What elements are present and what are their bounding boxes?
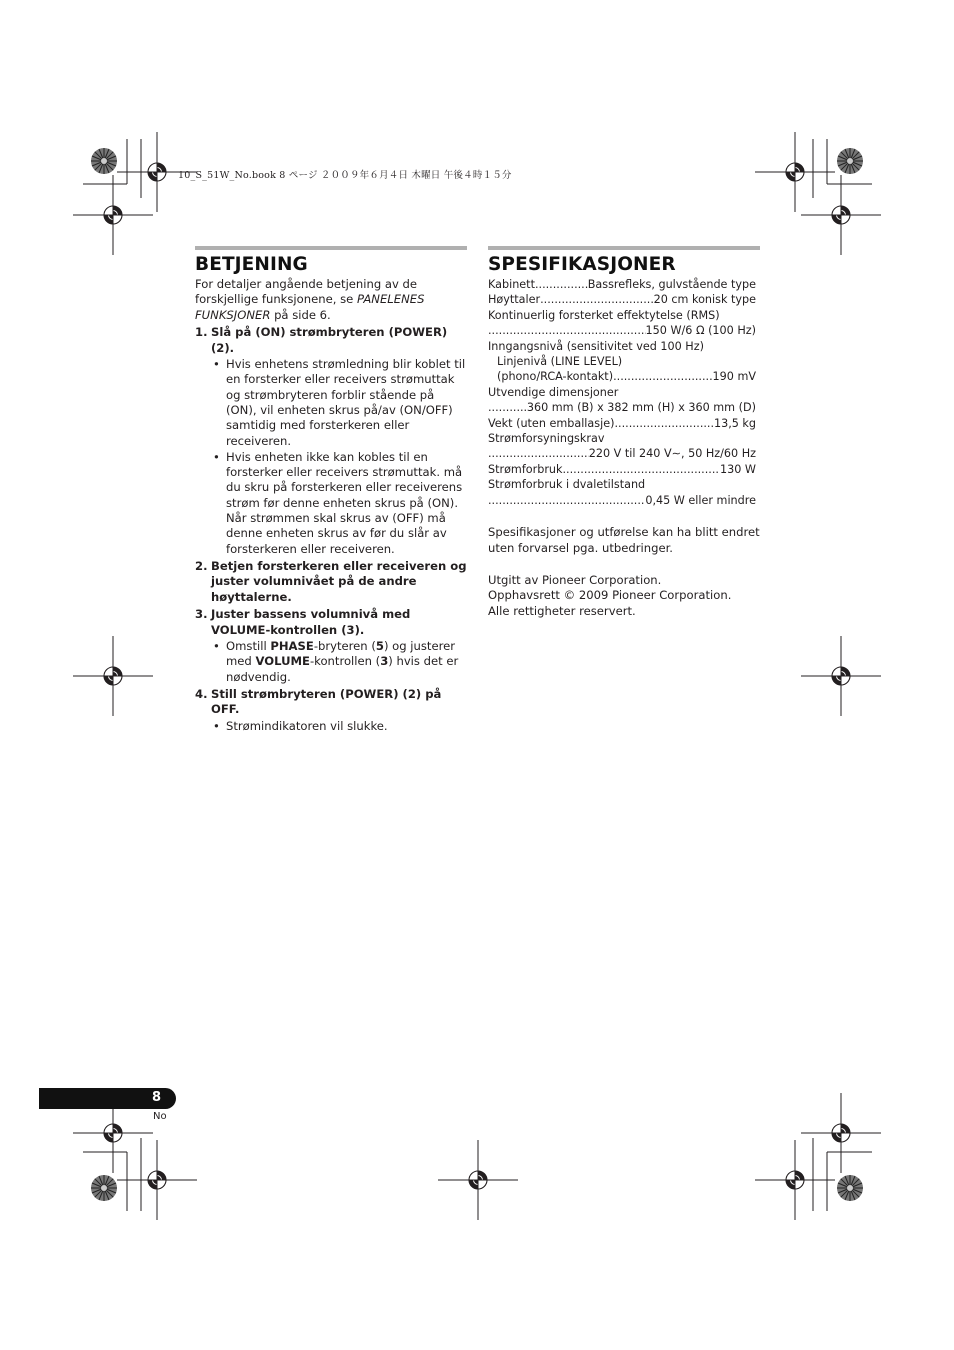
copyright-line: Opphavsrett © 2009 Pioneer Corporation. [488, 588, 732, 603]
section-rule [195, 246, 467, 250]
registration-mark-icon [755, 1140, 835, 1220]
star-target-icon [91, 1175, 117, 1201]
spec-label: Strømforbruk [488, 462, 563, 476]
leader-dots [535, 277, 588, 292]
bullet-text: -bryteren ( [313, 638, 376, 653]
spec-row-speaker [488, 292, 756, 307]
rights-line: Alle rettigheter reservert. [488, 603, 636, 618]
spec-row-line-level [488, 369, 756, 384]
list-item [195, 357, 467, 449]
step-number: 4. [195, 686, 208, 701]
step-text: Still strømbryteren (POWER) (2) på OFF. [211, 686, 442, 717]
spec-row-standby [488, 493, 756, 508]
spec-value: 0,45 W eller mindre [645, 493, 756, 507]
bullet-icon: • [213, 357, 220, 372]
spec-value: Bassrefleks, gulvstående type [587, 278, 756, 291]
spec-label: Kabinett [488, 278, 535, 291]
page-number: 8 [152, 1090, 162, 1105]
registration-mark-icon [801, 636, 881, 716]
spec-value: 190 mV [712, 370, 756, 384]
spec-value: 220 V til 240 V∼, 50 Hz/60 Hz [588, 447, 756, 461]
step-number: 2. [195, 558, 208, 573]
registration-mark-icon [73, 636, 153, 716]
step-number: 1. [195, 325, 208, 340]
step-1 [195, 325, 467, 356]
leader-dots [488, 446, 589, 461]
step-3 [195, 607, 467, 638]
step-2 [195, 559, 467, 605]
spec-row-power-consumption [488, 462, 756, 477]
spacer [488, 508, 760, 525]
registration-mark-icon [755, 132, 835, 212]
spec-value: 360 mm (B) x 382 mm (H) x 360 mm (D) [526, 401, 756, 415]
star-target-icon [91, 148, 117, 174]
bullet-icon: • [213, 638, 220, 653]
step-4 [195, 687, 467, 718]
spec-value: 13,5 kg [713, 416, 756, 430]
spec-heading-dimensions: Utvendige dimensjoner [488, 385, 619, 399]
spec-label: Vekt (uten emballasje) [488, 416, 615, 430]
spec-row-cabinet [488, 277, 756, 292]
control-number: 3 [380, 654, 389, 669]
spec-heading-input-level: Inngangsnivå (sensitivitet ved 100 Hz) [488, 339, 704, 353]
step-number: 3. [195, 607, 208, 622]
operation-title: BETJENING [195, 254, 308, 275]
spec-heading-standby: Strømforbruk i dvaletilstand [488, 478, 646, 492]
spec-heading-power-output: Kontinuerlig forsterket effektytelse (RMS) [488, 308, 720, 322]
phase-label: PHASE [270, 638, 314, 653]
panel-functions-reference: PANELENES FUNKSJONER [195, 292, 425, 322]
leader-dots [488, 400, 527, 415]
bullet-icon: • [213, 449, 220, 464]
star-target-icon [837, 1175, 863, 1201]
bullet-text: Hvis enheten ikke kan kobles til en forsterker eller receivers strømuttak. må du skru på forsterkeren eller receiverens strøm før denne enheten skrus på (ON). Når strømmen skal skrus av (OFF) må denne enheten skrus av før du slår av forsterkeren eller receiveren. [226, 449, 463, 556]
spec-row-weight [488, 416, 756, 431]
spec-heading-power-supply: Strømforsyningskrav [488, 432, 605, 446]
step-text: Juster bassens volumnivå med VOLUME-kontrollen (3). [211, 607, 411, 637]
spec-label: Høyttaler [488, 293, 541, 307]
bullet-text: Hvis enhetens strømledning blir koblet til en forsterker eller receivers strømuttak og strømbryteren forblir stående på (ON), vil enheten skrus på/av (ON/OFF) samtidig med forsterkeren eller receiveren. [226, 357, 466, 448]
spec-value: 150 W/6 Ω (100 Hz) [645, 324, 756, 338]
spec-row-dimensions [488, 400, 756, 415]
spec-row-power-output [488, 323, 756, 338]
leader-dots [488, 493, 645, 508]
specifications-title: SPESIFIKASJONER [488, 254, 676, 275]
intro-text: For detaljer angående betjening av de forskjellige funksjonene, se [195, 277, 418, 307]
bullet-text: Omstill [226, 638, 271, 653]
operation-intro [195, 277, 467, 323]
leader-dots [613, 369, 712, 384]
list-item [195, 450, 467, 557]
leader-dots [540, 292, 654, 307]
registration-mark-icon [117, 1140, 197, 1220]
list-item [195, 639, 467, 685]
spec-change-note: Spesifikasjoner og utførelse kan ha blitt endret uten forvarsel pga. utbedringer. [488, 525, 760, 555]
registration-mark-icon [438, 1140, 518, 1220]
spacer [488, 556, 760, 573]
control-number: 5 [375, 638, 384, 653]
bullet-text: Strømindikatoren vil slukke. [226, 718, 388, 733]
specifications-section [488, 246, 760, 619]
operation-section [195, 246, 467, 734]
step-text: Betjen forsterkeren eller receiveren og juster volumnivået på de andre høyttalerne. [211, 558, 467, 604]
bullet-icon: • [213, 718, 220, 733]
section-rule [488, 246, 760, 250]
print-header: 10_S_51W_No.book 8 ページ ２００９年６月４日 木曜日 午後４時１５分 [178, 170, 512, 181]
page-language: No [153, 1111, 167, 1122]
bullet-text: -kontrollen ( [309, 654, 381, 669]
leader-dots [562, 462, 720, 477]
spec-row-power-supply [488, 446, 756, 461]
star-target-icon [837, 148, 863, 174]
spec-value: 130 W [720, 462, 756, 476]
leader-dots [614, 416, 713, 431]
spec-label: (phono/RCA-kontakt) [497, 370, 614, 384]
publisher-line: Utgitt av Pioneer Corporation. [488, 572, 662, 587]
volume-label: VOLUME [255, 654, 310, 669]
intro-text-end: på side 6. [270, 307, 331, 322]
spec-value: 20 cm konisk type [653, 293, 756, 307]
step-text: Slå på (ON) strømbryteren (POWER) (2). [211, 325, 448, 355]
list-item [195, 719, 467, 734]
spec-heading-line-level: Linjenivå (LINE LEVEL) [497, 355, 623, 369]
leader-dots [488, 323, 646, 338]
bullet-text: ) hvis det er nødvendig. [226, 654, 459, 684]
bullet-text: ) og justerer med [226, 638, 455, 669]
